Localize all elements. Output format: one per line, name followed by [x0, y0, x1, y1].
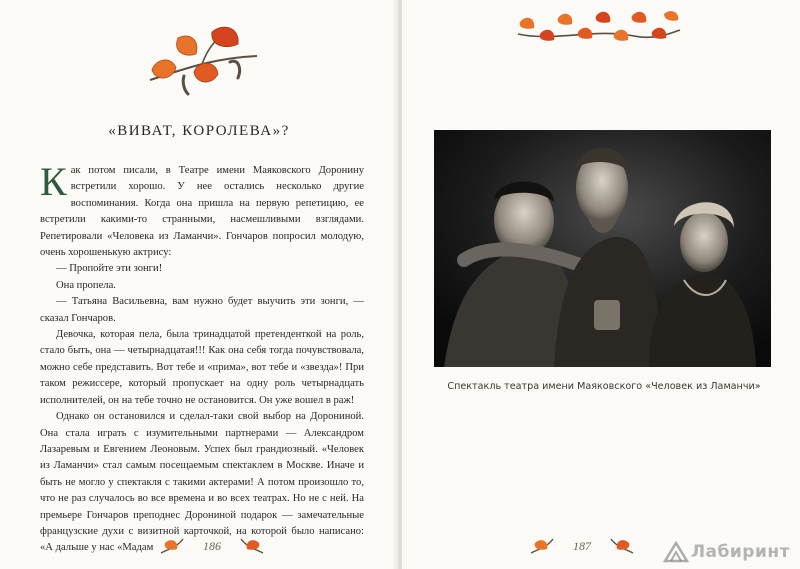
- theatre-photo-image: [434, 130, 771, 367]
- paragraph: [40, 159, 364, 261]
- leaf-icon: [239, 535, 265, 557]
- labirint-logo-icon: [663, 541, 689, 563]
- drop-cap: К: [40, 159, 67, 204]
- paragraph: — Татьяна Васильевна, вам нужно будет выучить эти зонги, — сказал Гончаров.: [40, 296, 364, 324]
- leaf-icon: [159, 535, 185, 557]
- paragraph: Девочка, которая пела, была тринадцатой претенденткой на роль, стало быть, она — четырнадцатая!!! Как она себя тогда почувствовала, можно себе представить. Вот тебе и «прима», вот тебе и «звезда»! При таком режиссере, который пропускает на одну роль четырнадцать исполнителей, он на тебе точно не остановится. Он уже вошел в раж!: [40, 329, 364, 406]
- birch-leaves-ornament-icon: [142, 18, 262, 103]
- left-page: [0, 0, 398, 569]
- watermark-text: Лабиринт: [690, 542, 790, 562]
- paragraph-text: ак потом писали, в Театре имени Маяковского Доронину встретили хорошо. У нее остались несколько другие воспоминания. Когда она пришла на первую репетицию, ее встретили какими-то странными, насмешливыми взглядами. Репетировали «Человека из Ламанчи». Гончаров попросил молодую, очень хорошенькую актрису:: [40, 165, 364, 259]
- paragraph: — Пропойте эти зонги!: [56, 263, 163, 275]
- body-text: [40, 159, 364, 557]
- page-number: 187: [573, 538, 591, 553]
- page-footer-left: [152, 531, 272, 561]
- paragraph: Однако он остановился и сделал-таки свой выбор на Дорониной. Она стала играть с изумительными партнерами — Александром Лазаревым и Евгением Леоновым. Успех был грандиозный. «Человек из Ламанчи» стал самым посещаемым спектаклем в Москве. Иначе и быть не могло у спектакля с такими актерами! А потом произошло то, что не раз случалось во все времена и во всех театрах. Но не с ней. На премьере Гончаров преподнес Дорониной подарок — замечательные французские духи с визитной карточкой, на которой было написано: «А дальше у нас «Мадам: [40, 411, 364, 554]
- leaf-icon: [529, 535, 555, 557]
- leaf-icon: [609, 535, 635, 557]
- page-number: 186: [203, 538, 221, 553]
- paragraph: Она пропела.: [56, 279, 116, 291]
- page-footer-right: [522, 531, 642, 561]
- leaves-garland-ornament-icon: [514, 8, 684, 48]
- chapter-title: «ВИВАТ, КОРОЛЕВА»?: [108, 123, 290, 139]
- theatre-photo: [434, 130, 771, 367]
- right-page: [402, 0, 800, 569]
- watermark: [663, 541, 790, 563]
- photo-caption: Спектакль театра имени Маяковского «Человек из Ламанчи»: [447, 381, 761, 392]
